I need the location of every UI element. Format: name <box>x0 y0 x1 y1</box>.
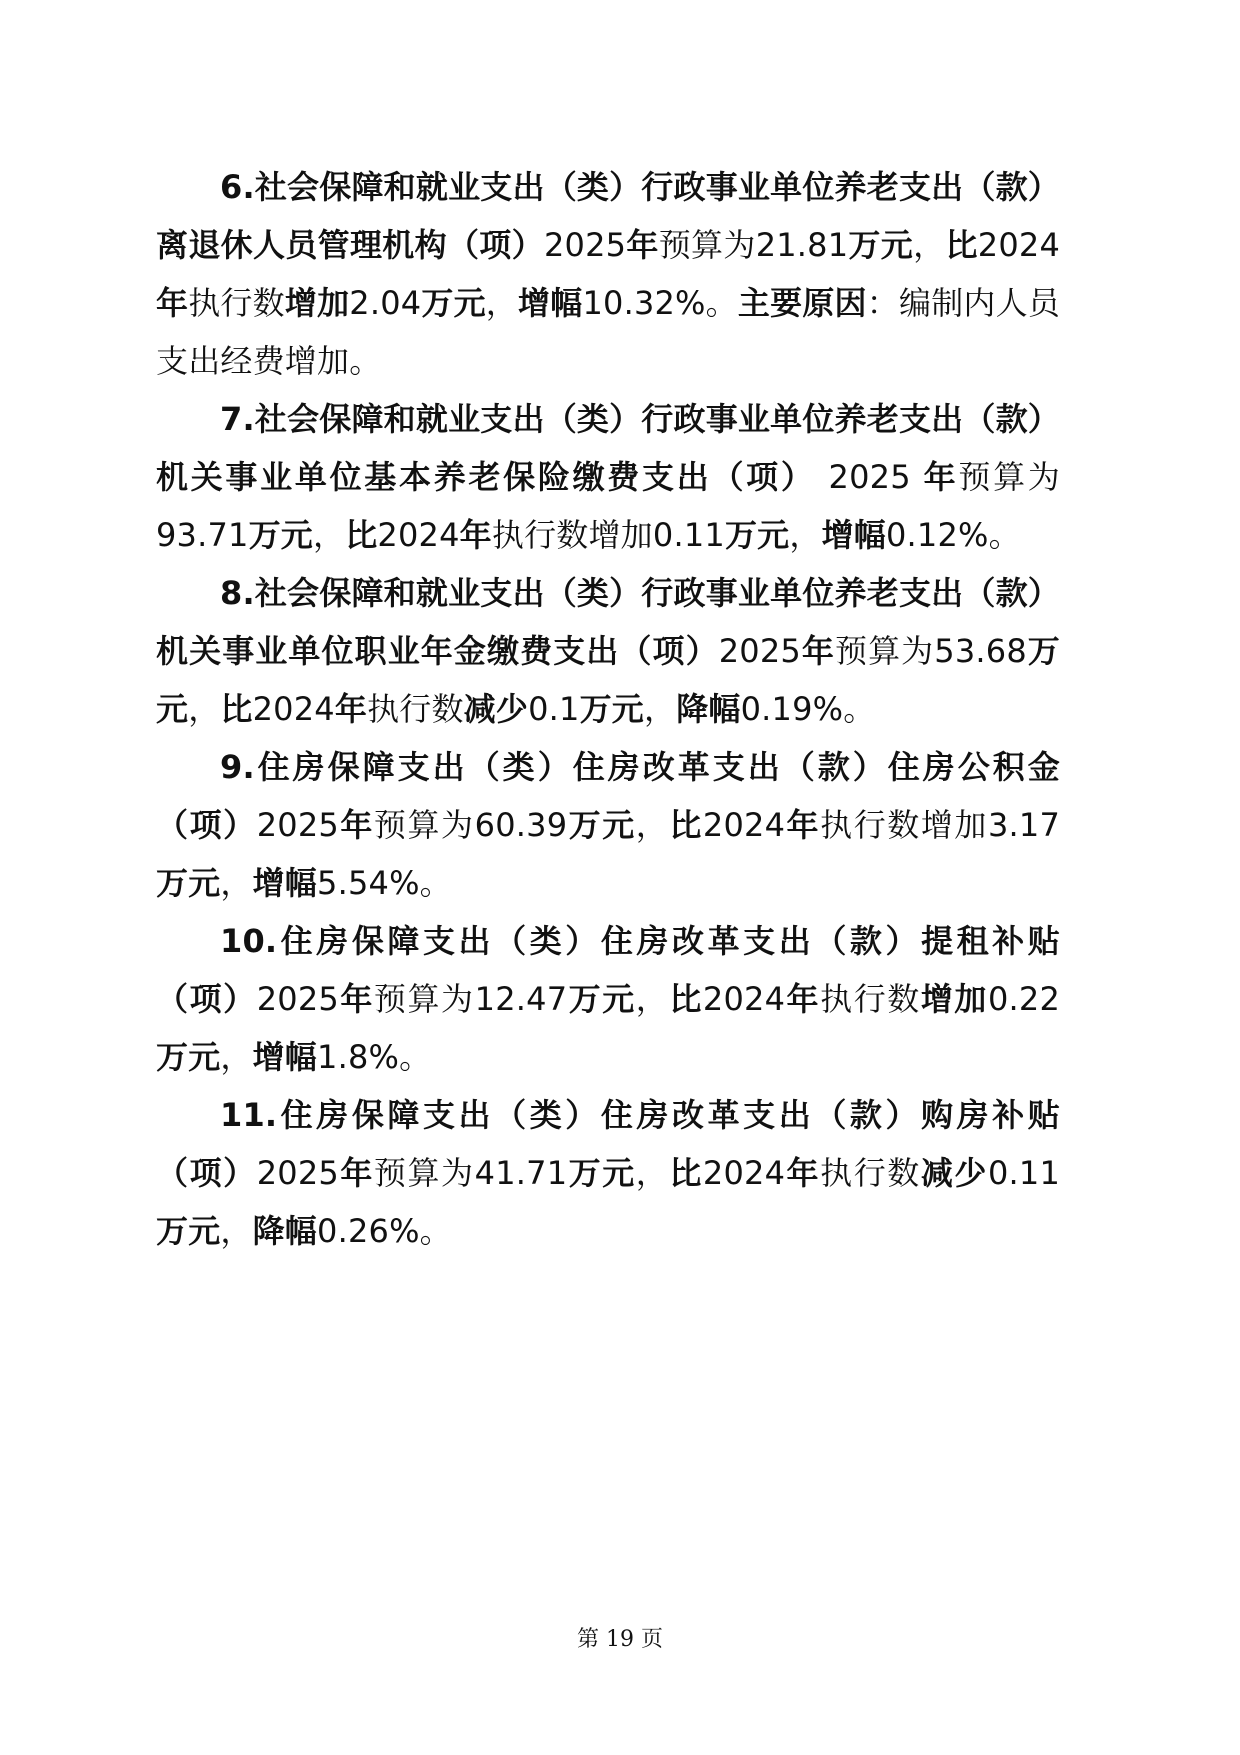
paragraph-pre: 2025 <box>543 226 627 264</box>
paragraph-amount: 93.71 <box>156 516 249 554</box>
paragraph-base-year: 2024 <box>702 980 786 1018</box>
paragraph-rate-word: 增幅 <box>518 284 583 322</box>
paragraph-year-unit: 年 <box>923 458 959 496</box>
paragraph-cmp2: 执行数 <box>188 284 285 322</box>
paragraph-amount: 41.71 <box>474 1154 568 1192</box>
paragraph-year-unit: 年 <box>338 980 374 1018</box>
paragraph-pre: 2025 <box>256 980 339 1018</box>
budget-item-paragraph <box>156 390 1060 564</box>
paragraph-year-unit: 年 <box>338 1154 374 1192</box>
paragraph-lead: 10. <box>220 922 278 960</box>
paragraph-sep1: ， <box>313 516 346 554</box>
paragraph-heading: 社会保障和就业支出（类）行政事业单位养老支出（款）机关事业单位职业年金缴费支出（项） <box>156 574 1060 670</box>
paragraph-change: 0.11 <box>652 516 725 554</box>
paragraph-year-unit: 年 <box>338 806 374 844</box>
paragraph-cmp2: 执行数 <box>820 980 921 1018</box>
paragraph-rate: 0.19%。 <box>740 690 876 728</box>
paragraph-amount: 12.47 <box>474 980 568 1018</box>
paragraph-pre2: 预算为 <box>658 226 756 264</box>
paragraph-cmp: 比 <box>345 516 378 554</box>
paragraph-sep1: ， <box>635 806 670 844</box>
paragraph-change-word: 增加 <box>920 980 988 1018</box>
document-body <box>156 158 1060 1260</box>
paragraph-cmp2: 执行数 <box>820 1154 921 1192</box>
paragraph-sep2: ， <box>789 516 822 554</box>
paragraph-change-unit: 万元 <box>579 690 644 728</box>
paragraph-rate: 10.32%。 <box>582 284 738 322</box>
paragraph-sep1: ， <box>188 690 221 728</box>
paragraph-base-year-unit: 年 <box>459 516 492 554</box>
paragraph-amount-unit: 万元 <box>567 806 636 844</box>
paragraph-base-year-unit: 年 <box>156 284 189 322</box>
budget-item-paragraph <box>156 1086 1060 1260</box>
paragraph-cmp: 比 <box>669 980 703 1018</box>
paragraph-change-word: 减少 <box>920 1154 988 1192</box>
paragraph-base-year: 2024 <box>377 516 460 554</box>
paragraph-change-unit: 万元 <box>421 284 486 322</box>
paragraph-rate-word: 降幅 <box>676 690 741 728</box>
paragraph-sep2: ， <box>220 1212 253 1250</box>
page-number: 第 19 页 <box>577 1627 663 1652</box>
paragraph-base-year: 2024 <box>702 1154 786 1192</box>
paragraph-pre: 2025 <box>718 632 801 670</box>
paragraph-heading: 社会保障和就业支出（类）行政事业单位养老支出（款）机关事业单位基本养老保险缴费支出（项） <box>156 400 1060 496</box>
paragraph-cmp: 比 <box>669 1154 703 1192</box>
paragraph-amount: 60.39 <box>474 806 568 844</box>
paragraph-rate-word: 降幅 <box>252 1212 318 1250</box>
paragraph-lead: 8. <box>220 574 255 612</box>
paragraph-lead: 7. <box>220 400 255 438</box>
paragraph-change-word: 增加 <box>284 284 350 322</box>
budget-item-paragraph <box>156 158 1060 390</box>
paragraph-cmp: 比 <box>220 690 253 728</box>
paragraph-pre2: 预算为 <box>373 980 475 1018</box>
paragraph-rate: 0.12%。 <box>885 516 1021 554</box>
paragraph-rate-word: 增幅 <box>252 864 318 902</box>
paragraph-base-year: 2024 <box>702 806 786 844</box>
paragraph-amount-unit: 万元 <box>567 980 636 1018</box>
paragraph-pre: 2025 <box>256 806 339 844</box>
paragraph-reason-label: 主要原因 <box>737 284 867 322</box>
paragraph-change-unit: 万元 <box>156 1212 221 1250</box>
paragraph-base-year-unit: 年 <box>334 690 368 728</box>
paragraph-sep2: ， <box>485 284 519 322</box>
paragraph-rate-word: 增幅 <box>821 516 886 554</box>
paragraph-base-year: 2024 <box>977 226 1061 264</box>
paragraph-rate: 0.26%。 <box>317 1212 452 1250</box>
paragraph-change: 0.22 <box>987 980 1061 1018</box>
paragraph-pre2: 预算为 <box>373 1154 475 1192</box>
paragraph-year-unit: 年 <box>626 226 659 264</box>
paragraph-rate: 5.54%。 <box>317 864 452 902</box>
paragraph-lead: 11. <box>220 1096 278 1134</box>
budget-item-paragraph <box>156 564 1060 738</box>
paragraph-cmp2: 执行数增加 <box>491 516 653 554</box>
paragraph-cmp: 比 <box>945 226 978 264</box>
paragraph-cmp2: 执行数 <box>367 690 464 728</box>
paragraph-reason: ：编制内人员支出经费增加。 <box>156 284 1061 380</box>
paragraph-amount: 21.81 <box>755 226 849 264</box>
paragraph-pre2: 预算为 <box>834 632 935 670</box>
paragraph-change: 0.11 <box>987 1154 1061 1192</box>
paragraph-amount-unit: 万元 <box>248 516 314 554</box>
paragraph-base-year-unit: 年 <box>785 806 821 844</box>
paragraph-change-unit: 万元 <box>724 516 790 554</box>
paragraph-sep1: ， <box>913 226 946 264</box>
budget-item-paragraph <box>156 738 1060 912</box>
paragraph-pre2: 预算为 <box>373 806 475 844</box>
budget-item-paragraph <box>156 912 1060 1086</box>
paragraph-cmp: 比 <box>669 806 703 844</box>
paragraph-pre: 2025 <box>256 1154 339 1192</box>
paragraph-sep2: ， <box>643 690 677 728</box>
paragraph-amount-unit: 万元 <box>848 226 914 264</box>
paragraph-change: 0.1 <box>528 690 580 728</box>
paragraph-rate-word: 增幅 <box>252 1038 318 1076</box>
paragraph-change: 3.17 <box>987 806 1061 844</box>
paragraph-sep1: ， <box>635 980 670 1018</box>
paragraph-heading: 住房保障支出（类）住房改革支出（款）购房补贴（项） <box>156 1096 1060 1192</box>
paragraph-sep1: ， <box>635 1154 670 1192</box>
paragraph-amount: 53.68 <box>934 632 1027 670</box>
paragraph-change: 2.04 <box>349 284 422 322</box>
paragraph-heading: 社会保障和就业支出（类）行政事业单位养老支出（款）离退休人员管理机构（项） <box>156 168 1060 264</box>
paragraph-lead: 9. <box>220 748 255 786</box>
paragraph-rate: 1.8%。 <box>317 1038 432 1076</box>
paragraph-sep2: ， <box>220 1038 253 1076</box>
paragraph-change-unit: 万元 <box>156 1038 221 1076</box>
paragraph-change-word: 减少 <box>463 690 529 728</box>
paragraph-pre2: 预算为 <box>958 458 1060 496</box>
paragraph-amount-unit: 万元 <box>567 1154 636 1192</box>
paragraph-lead: 6. <box>220 168 255 206</box>
paragraph-cmp2: 执行数增加 <box>820 806 988 844</box>
paragraph-base-year: 2024 <box>252 690 335 728</box>
paragraph-amount-unit: 万元 <box>156 632 1061 728</box>
paragraph-heading: 住房保障支出（类）住房改革支出（款）住房公积金（项） <box>156 748 1060 844</box>
paragraph-heading: 住房保障支出（类）住房改革支出（款）提租补贴（项） <box>156 922 1060 1018</box>
paragraph-sep2: ， <box>220 864 253 902</box>
paragraph-pre: 2025 <box>815 458 924 496</box>
paragraph-base-year-unit: 年 <box>785 1154 821 1192</box>
paragraph-change-unit: 万元 <box>156 864 221 902</box>
paragraph-base-year-unit: 年 <box>785 980 821 1018</box>
paragraph-year-unit: 年 <box>800 632 835 670</box>
